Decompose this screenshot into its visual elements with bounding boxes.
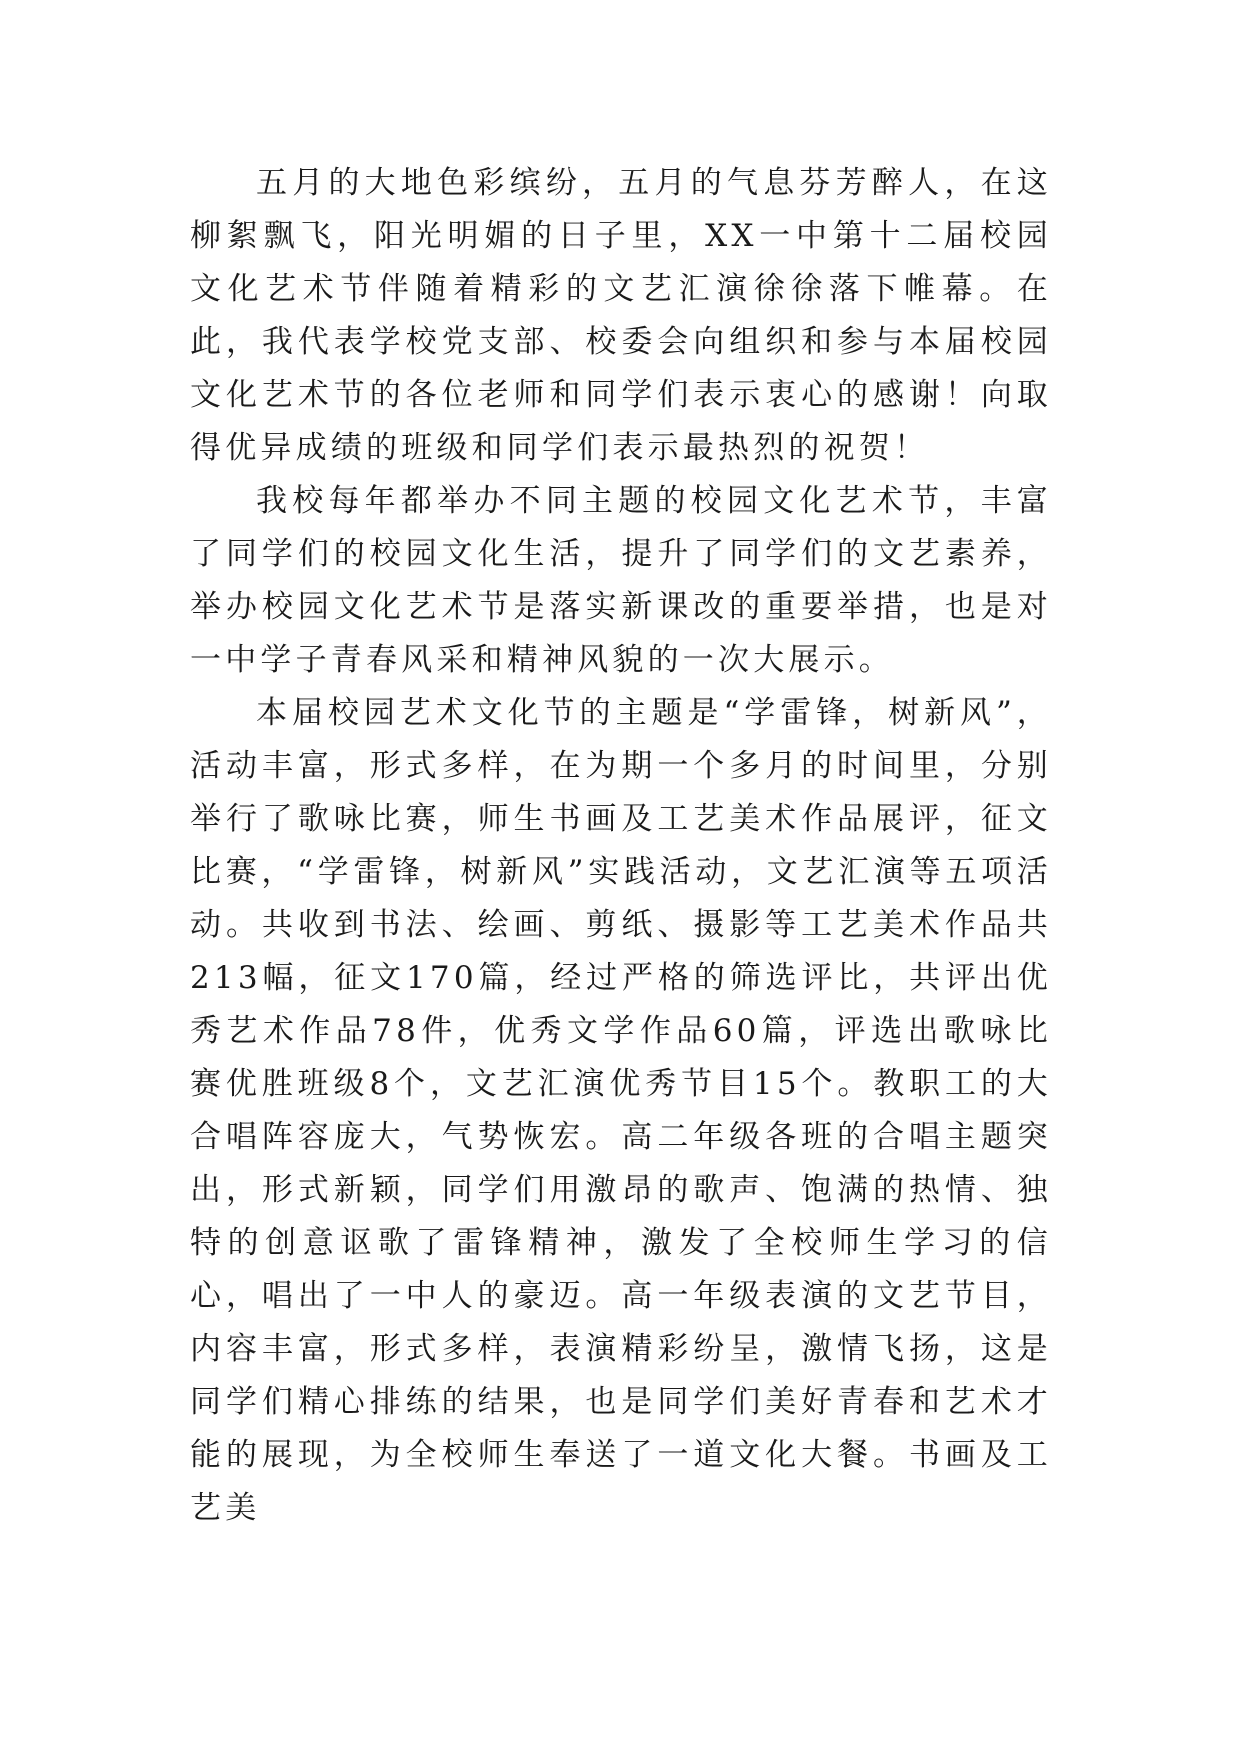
paragraph-annual-festival: 我校每年都举办不同主题的校园文化艺术节，丰富了同学们的校园文化生活，提升了同学们的文艺素养，举办校园文化艺术节是落实新课改的重要举措，也是对一中学子青春风采和精神风貌的一次大展示。 (190, 483, 1052, 678)
paragraph-opening: 五月的大地色彩缤纷，五月的气息芬芳醉人，在这柳絮飘飞，阳光明媚的日子里，XX一中第十二届校园文化艺术节伴随着精彩的文艺汇演徐徐落下帷幕。在此，我代表学校党支部、校委会向组织和参与本届校园文化艺术节的各位老师和同学们表示衷心的感谢！向取得优异成绩的班级和同学们表示最热烈的祝贺！ (190, 165, 1052, 466)
paragraph-festival-theme: 本届校园艺术文化节的主题是“学雷锋，树新风”，活动丰富，形式多样，在为期一个多月的时间里，分别举行了歌咏比赛，师生书画及工艺美术作品展评，征文比赛，“学雷锋，树新风”实践活动，文艺汇演等五项活动。共收到书法、绘画、剪纸、摄影等工艺美术作品共213幅，征文170篇，经过严格的筛选评比，共评出优秀艺术作品78件，优秀文学作品60篇，评选出歌咏比赛优胜班级8个，文艺汇演优秀节目15个。教职工的大合唱阵容庞大，气势恢宏。高二年级各班的合唱主题突出，形式新颖，同学们用激昂的歌声、饱满的热情、独特的创意讴歌了雷锋精神，激发了全校师生学习的信心，唱出了一中人的豪迈。高一年级表演的文艺节目，内容丰富，形式多样，表演精彩纷呈，激情飞扬，这是同学们精心排练的结果，也是同学们美好青春和艺术才能的展现，为全校师生奉送了一道文化大餐。书画及工艺美 (190, 695, 1052, 1526)
document-body (190, 157, 1052, 1535)
